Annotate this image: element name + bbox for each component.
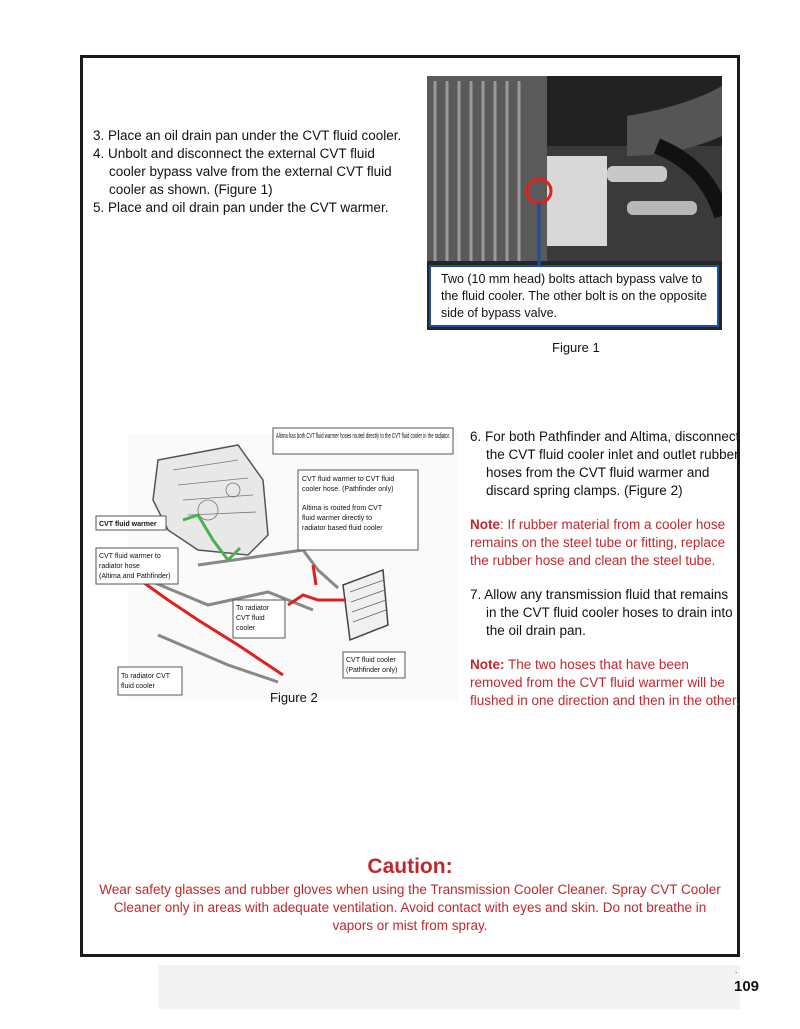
figure2-diagram <box>88 420 458 710</box>
fig2-label-pathfinder-hose-1: CVT fluid warmer to CVT fluid <box>302 476 395 483</box>
steps-top <box>93 127 413 217</box>
fig2-label-altima-routed-3: radiator based fluid cooler <box>302 525 383 532</box>
fig2-label-cvt-warmer: CVT fluid warmer <box>99 521 157 528</box>
fig2-label-to-radiator-1a: To radiator <box>236 605 270 612</box>
fig2-label-to-radiator-2b: fluid cooler <box>121 683 155 690</box>
note-2: Note: The two hoses that have been removed from the CVT fluid warmer will be flushed in one direction and then in the other. <box>470 657 740 708</box>
fig2-label-cvt-cooler-2: (Pathfinder only) <box>346 667 398 674</box>
fig2-label-to-radiator-1c: cooler <box>236 625 256 632</box>
step-3: 3. Place an oil drain pan under the CVT fluid cooler. <box>93 128 402 143</box>
step-4: 4. Unbolt and disconnect the external CVT fluid cooler bypass valve from the external CVT fluid cooler as shown. (Figure 1) <box>93 146 392 197</box>
figure1-callout: Two (10 mm head) bolts attach bypass valve to the fluid cooler. The other bolt is on the opposite side of bypass valve. <box>429 265 719 327</box>
fig2-label-cvt-cooler-1: CVT fluid cooler <box>346 657 396 664</box>
fig2-label-altima-routed-2: fluid warmer directly to <box>302 515 373 522</box>
fig2-label-pathfinder-hose-2: cooler hose. (Pathfinder only) <box>302 486 394 493</box>
fig2-label-warmer-radiator-1: CVT fluid warmer to <box>99 553 161 560</box>
page-number: 109 <box>734 978 760 995</box>
fig2-label-warmer-radiator-3: (Altima and Pathfinder) <box>99 573 171 580</box>
fig2-label-to-radiator-1b: CVT fluid <box>236 615 265 622</box>
step-5: 5. Place and oil drain pan under the CVT warmer. <box>93 200 389 215</box>
step-7: 7. Allow any transmission fluid that remains in the CVT fluid cooler hoses to drain into the oil drain pan. <box>470 587 733 638</box>
step-6: 6. For both Pathfinder and Altima, disconnect the CVT fluid cooler inlet and outlet rubber hoses from the CVT fluid warmer and discard spring clamps. (Figure 2) <box>470 429 740 498</box>
footer-bar <box>158 965 740 1009</box>
figure1-caption: Figure 1 <box>552 340 600 355</box>
caution-title: Caution: <box>367 855 453 878</box>
fig2-label-altima-note: Altima has both CVT fluid warmer hoses routed directly to the CVT fluid cooler in the radiator. <box>276 433 451 440</box>
footer-dot: . <box>735 966 738 975</box>
steps-right <box>470 428 742 726</box>
figure2-caption: Figure 2 <box>270 690 318 705</box>
fig2-label-altima-routed-1: Altima is routed from CVT <box>302 505 383 512</box>
fig2-label-to-radiator-2a: To radiator CVT <box>121 673 171 680</box>
fig2-label-warmer-radiator-2: radiator hose <box>99 563 140 570</box>
note-1: Note: If rubber material from a cooler hose remains on the steel tube or fitting, replace the rubber hose and clean the steel tube. <box>470 517 726 568</box>
caution-body: Wear safety glasses and rubber gloves when using the Transmission Cooler Cleaner. Spray CVT Cooler Cleaner only in areas with adequate ventilation. Avoid contact with eyes and skin. Do not breathe in vapors or mist from spray. <box>99 882 721 933</box>
